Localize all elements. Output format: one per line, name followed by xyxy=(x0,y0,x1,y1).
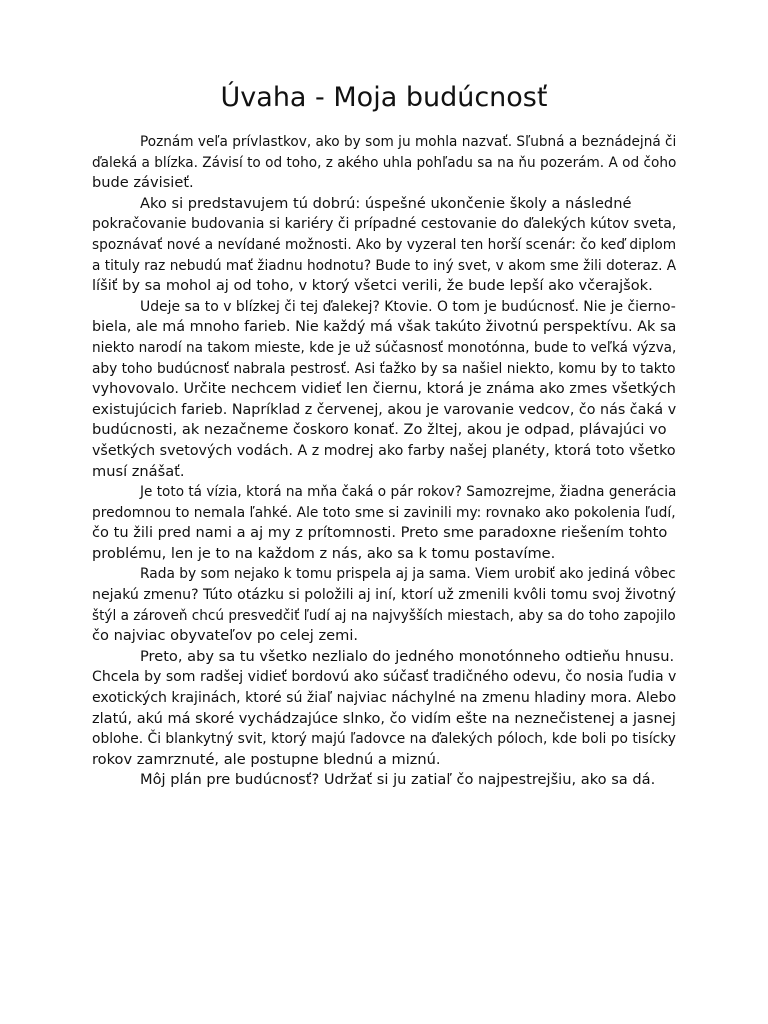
body-line: všetkých svetových vodách. A z modrej ako farby našej planéty, ktorá toto všetko xyxy=(92,441,676,459)
body-line: predomnou to nemala ľahké. Ale toto sme si zavinili my: rovnako ako pokolenia ľudí, xyxy=(92,503,676,521)
body-line: problému, len je to na každom z nás, ako sa k tomu postavíme. xyxy=(92,544,556,562)
body-line: existujúcich farieb. Napríklad z červenej, akou je varovanie vedcov, čo nás čaká v xyxy=(92,400,677,418)
body-line: Rada by som nejako k tomu prispela aj ja sama. Viem urobiť ako jediná vôbec xyxy=(140,565,676,583)
body-line: a tituly raz nebudú mať žiadnu hodnotu? Bude to iný svet, v akom sme žili doteraz. A xyxy=(92,256,677,274)
body-line: pokračovanie budovania si kariéry či prípadné cestovanie do ďalekých kútov sveta, xyxy=(92,215,677,233)
body-line: biela, ale má mnoho farieb. Nie každý má však takúto životnú perspektívu. Ak sa xyxy=(92,318,677,336)
document-body xyxy=(92,132,676,791)
body-line: zlatú, akú má skoré vychádzajúce slnko, čo vidím ešte na neznečistenej a jasnej xyxy=(92,709,676,727)
body-line: Udeje sa to v blízkej či tej ďalekej? Ktovie. O tom je budúcnosť. Nie je čierno- xyxy=(140,297,676,315)
body-line: oblohe. Či blankytný svit, ktorý majú ľadovce na ďalekých póloch, kde boli po tisícky xyxy=(92,730,676,748)
body-line: bude závisieť. xyxy=(92,174,194,192)
body-line: ďaleká a blízka. Závisí to od toho, z akého uhla pohľadu sa na ňu pozerám. A od čoho xyxy=(92,153,677,171)
body-line: nejakú zmenu? Túto otázku si položili aj iní, ktorí už zmenili kvôli tomu svoj životný xyxy=(92,586,676,604)
body-line: čo tu žili pred nami a aj my z prítomnosti. Preto sme paradoxne riešením tohto xyxy=(92,524,668,542)
body-line: Preto, aby sa tu všetko nezlialo do jedného monotónneho odtieňu hnusu. xyxy=(140,647,675,665)
body-line: aby toho budúcnosť nabrala pestrosť. Asi ťažko by sa našiel niekto, komu by to takto xyxy=(92,359,676,377)
body-line: musí znášať. xyxy=(92,462,185,480)
body-line: budúcnosti, ak nezačneme čoskoro konať. Zo žltej, akou je odpad, plávajúci vo xyxy=(92,421,667,439)
body-line: Poznám veľa prívlastkov, ako by som ju mohla nazvať. Sľubná a beznádejná či xyxy=(140,133,677,150)
body-line: Chcela by som radšej vidieť bordovú ako súčasť tradičného odevu, čo nosia ľudia v xyxy=(92,668,677,686)
body-line: štýl a zároveň chcú presvedčiť ľudí aj na najvyšších miestach, aby sa do toho zapojilo xyxy=(92,606,676,624)
body-line: líšiť by sa mohol aj od toho, v ktorý všetci verili, že bude lepší ako včerajšok. xyxy=(92,277,653,295)
body-line: spoznávať nové a nevídané možnosti. Ako by vyzeral ten horší scenár: čo keď diplom xyxy=(92,235,677,253)
body-line: čo najviac obyvateľov po celej zemi. xyxy=(92,627,359,645)
document-title: Úvaha - Moja budúcnosť xyxy=(220,82,548,113)
body-line: rokov zamrznuté, ale postupne blednú a miznú. xyxy=(92,750,441,768)
body-line: niekto narodí na takom mieste, kde je už súčasnosť monotónna, bude to veľká výzva, xyxy=(92,338,677,356)
body-line: Môj plán pre budúcnosť? Udržať si ju zatiaľ čo najpestrejšiu, ako sa dá. xyxy=(140,771,656,789)
body-line: Ako si predstavujem tú dobrú: úspešné ukončenie školy a následné xyxy=(140,194,632,212)
body-line: vyhovovalo. Určite nechcem vidieť len čiernu, ktorá je známa ako zmes všetkých xyxy=(92,380,676,398)
body-line: exotických krajinách, ktoré sú žiaľ najviac náchylné na zmenu hladiny mora. Alebo xyxy=(92,689,677,707)
body-line: Je toto tá vízia, ktorá na mňa čaká o pár rokov? Samozrejme, žiadna generácia xyxy=(140,483,677,501)
